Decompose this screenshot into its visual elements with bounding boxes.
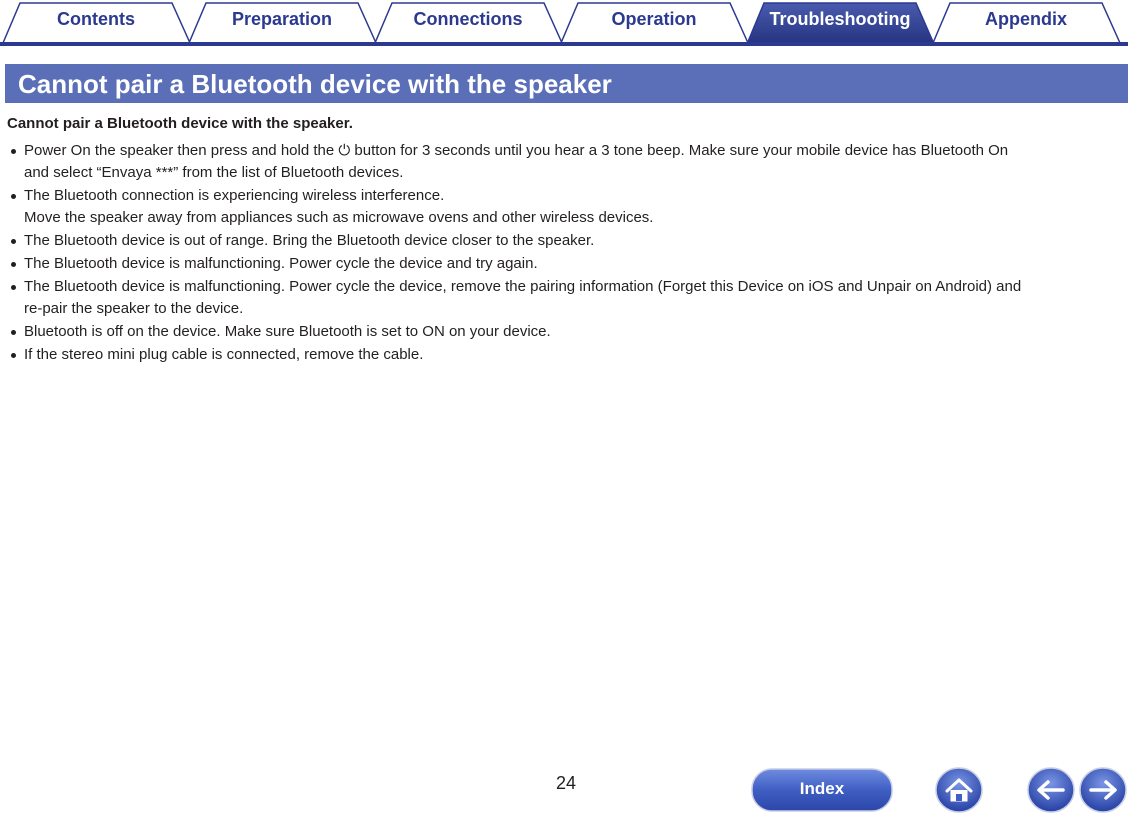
section-heading: Cannot pair a Bluetooth device with the speaker. [7, 115, 353, 132]
bullet-list [0, 140, 1128, 367]
arrow-left-icon [1027, 767, 1075, 813]
list-item [0, 140, 1128, 184]
tab-connections[interactable]: Connections [413, 9, 523, 29]
arrow-right-icon [1079, 767, 1127, 813]
list-item-text: The Bluetooth connection is experiencing wireless interference. [24, 187, 445, 204]
home-icon [935, 767, 983, 813]
list-item-text: and select “Envaya ***” from the list of Bluetooth devices. [24, 164, 404, 181]
index-button-label: Index [799, 779, 845, 798]
forward-button[interactable] [1079, 767, 1127, 813]
list-item-text: The Bluetooth device is out of range. Bring the Bluetooth device closer to the speaker. [24, 232, 595, 249]
tab-preparation[interactable]: Preparation [231, 9, 333, 29]
page-number: 24 [555, 773, 577, 793]
list-item-text: The Bluetooth device is malfunctioning. Power cycle the device, remove the pairing information (Forget this Device on iOS and Unpair on Android) and [24, 278, 1022, 295]
page-title: Cannot pair a Bluetooth device with the speaker [18, 69, 612, 99]
list-item [0, 230, 1128, 252]
list-item-text: Bluetooth is off on the device. Make sure Bluetooth is set to ON on your device. [24, 323, 551, 340]
list-item-text: The Bluetooth device is malfunctioning. Power cycle the device and try again. [24, 255, 538, 272]
bullet-icon [11, 285, 16, 290]
tab-bar [0, 0, 1128, 46]
list-item [0, 253, 1128, 275]
back-button[interactable] [1027, 767, 1075, 813]
bullet-icon [11, 262, 16, 267]
bullet-icon [11, 194, 16, 199]
list-item-text: Power On the speaker then press and hold the ⏻ button for 3 seconds until you hear a 3 tone beep. Make sure your mobile device has Bluetooth On [24, 142, 1009, 159]
list-item [0, 321, 1128, 343]
list-item [0, 276, 1128, 320]
list-item [0, 185, 1128, 229]
tab-contents[interactable]: Contents [57, 9, 135, 29]
home-button[interactable] [935, 767, 983, 813]
tab-appendix[interactable]: Appendix [984, 9, 1067, 29]
tab-baseline [0, 42, 1128, 46]
page-title-bar [5, 64, 1128, 103]
bullet-icon [11, 239, 16, 244]
list-item-text: Move the speaker away from appliances such as microwave ovens and other wireless devices. [24, 209, 654, 226]
bullet-icon [11, 149, 16, 154]
list-item-text: re-pair the speaker to the device. [24, 300, 244, 317]
bullet-icon [11, 330, 16, 335]
tab-troubleshooting[interactable]: Troubleshooting [769, 9, 911, 29]
list-item-text: If the stereo mini plug cable is connected, remove the cable. [24, 346, 424, 363]
index-button[interactable] [751, 768, 893, 812]
list-item [0, 344, 1128, 366]
tab-operation[interactable]: Operation [611, 9, 697, 29]
bullet-icon [11, 353, 16, 358]
